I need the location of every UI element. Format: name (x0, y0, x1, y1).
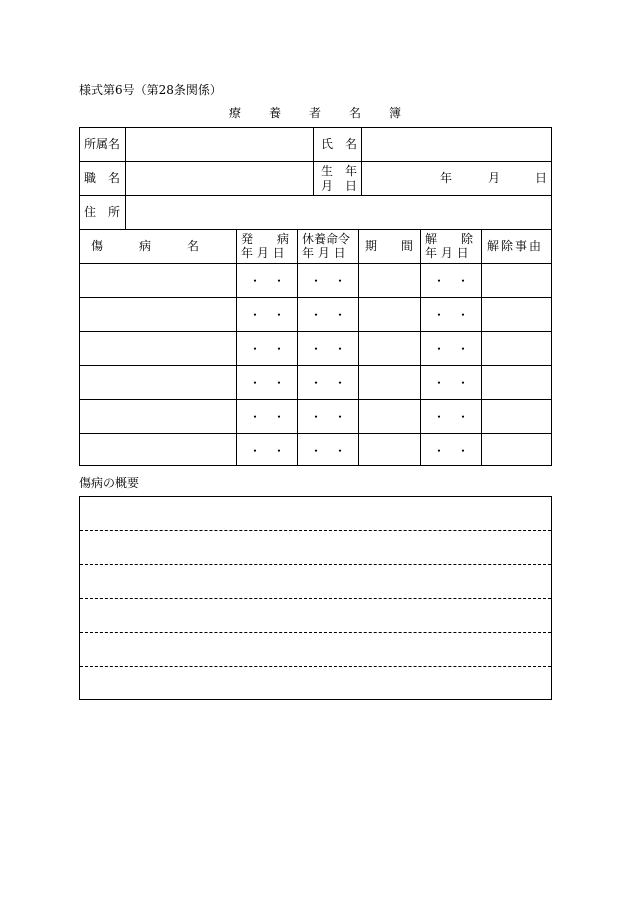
date-dots[interactable]: ・ ・ (432, 410, 469, 424)
summary-dashed-line (80, 632, 551, 633)
date-dots[interactable]: ・ ・ (309, 274, 346, 288)
position-field[interactable] (126, 162, 312, 194)
date-dots[interactable]: ・ ・ (309, 410, 346, 424)
release-header-line1: 解 除 (425, 232, 474, 246)
onset-date-header (241, 232, 293, 260)
date-dots[interactable]: ・ ・ (248, 410, 285, 424)
address-label: 住 所 (84, 205, 121, 219)
onset-header-line1: 発 病 (241, 232, 290, 246)
date-dots[interactable]: ・ ・ (432, 274, 469, 288)
date-dots[interactable]: ・ ・ (432, 308, 469, 322)
date-dots[interactable]: ・ ・ (309, 376, 346, 390)
birth-label-line1: 生 年 (321, 164, 358, 178)
position-label: 職 名 (84, 171, 121, 185)
affiliation-field[interactable] (126, 128, 312, 160)
column-divider (481, 229, 482, 466)
birth-label-line2: 月 日 (321, 179, 358, 193)
leave-order-date-header (302, 232, 356, 260)
name-label: 氏 名 (321, 137, 358, 151)
summary-dashed-line (80, 666, 551, 667)
date-dots[interactable]: ・ ・ (309, 342, 346, 356)
address-field[interactable] (126, 196, 550, 228)
disease-name-header: 傷 病 名 (91, 239, 200, 253)
period-header: 期 間 (365, 239, 414, 253)
summary-dashed-line (80, 530, 551, 531)
name-field[interactable] (362, 128, 550, 160)
page-title: 療養者名簿 (228, 106, 429, 120)
birth-day-label: 日 (535, 171, 548, 185)
form-number: 様式第6号（第28条関係） (79, 83, 222, 97)
birth-month-label: 月 (488, 171, 501, 185)
release-reason-header: 解除事由 (487, 239, 544, 253)
date-dots[interactable]: ・ ・ (248, 342, 285, 356)
date-dots[interactable]: ・ ・ (248, 376, 285, 390)
date-dots[interactable]: ・ ・ (432, 444, 469, 458)
release-date-header (425, 232, 479, 260)
release-header-line2: 年 月 日 (425, 246, 469, 260)
column-divider (313, 127, 314, 195)
birth-year-label: 年 (440, 171, 453, 185)
onset-header-line2: 年 月 日 (241, 246, 285, 260)
date-dots[interactable]: ・ ・ (248, 274, 285, 288)
summary-dashed-line (80, 564, 551, 565)
summary-dashed-line (80, 598, 551, 599)
leave-header-line1: 休養命令 (302, 232, 351, 246)
column-divider (358, 229, 359, 466)
date-dots[interactable]: ・ ・ (309, 308, 346, 322)
date-dots[interactable]: ・ ・ (432, 376, 469, 390)
date-dots[interactable]: ・ ・ (248, 308, 285, 322)
date-dots[interactable]: ・ ・ (309, 444, 346, 458)
leave-header-line2: 年 月 日 (302, 246, 346, 260)
summary-label: 傷病の概要 (79, 476, 140, 490)
date-dots[interactable]: ・ ・ (432, 342, 469, 356)
affiliation-label: 所属名 (84, 137, 121, 151)
date-dots[interactable]: ・ ・ (248, 444, 285, 458)
